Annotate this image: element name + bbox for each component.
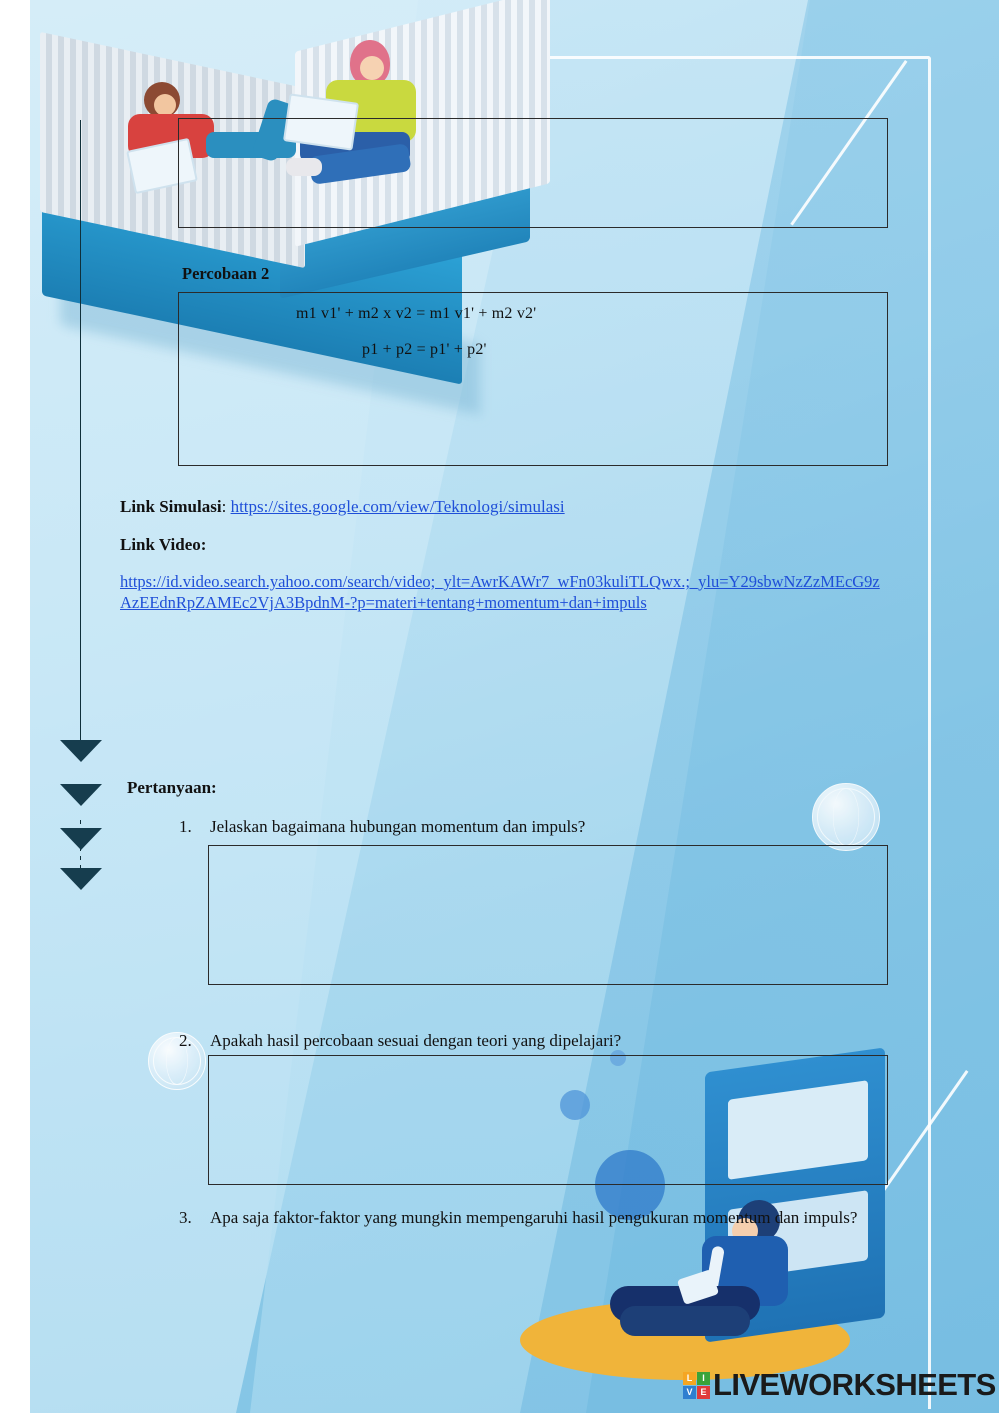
question-number: 1. bbox=[179, 817, 192, 836]
simulation-link-separator: : bbox=[221, 497, 231, 516]
question-item bbox=[179, 1203, 891, 1233]
simulation-link-label: Link Simulasi bbox=[120, 497, 222, 516]
liveworksheets-mark-icon bbox=[683, 1372, 710, 1399]
logo-letter-i: I bbox=[697, 1372, 710, 1385]
simulation-link-row bbox=[120, 497, 565, 517]
question-text: Apakah hasil percobaan sesuai dengan teori yang dipelajari? bbox=[210, 1031, 622, 1050]
logo-letter-l: L bbox=[683, 1372, 696, 1385]
question-number: 2. bbox=[179, 1031, 192, 1050]
liveworksheets-brand-text: LIVEWORKSHEETS bbox=[713, 1367, 996, 1402]
question-number: 3. bbox=[179, 1208, 192, 1227]
logo-letter-v: V bbox=[683, 1386, 696, 1399]
video-link-row[interactable] bbox=[120, 572, 880, 614]
simulation-link[interactable]: https://sites.google.com/view/Teknologi/simulasi bbox=[230, 497, 565, 516]
video-link-label: Link Video: bbox=[120, 535, 207, 554]
formula-line-2: p1 + p2 = p1' + p2' bbox=[362, 341, 487, 358]
formula-line-1: m1 v1' + m2 x v2 = m1 v1' + m2 v2' bbox=[296, 305, 537, 322]
section-label-percobaan-2: Percobaan 2 bbox=[182, 264, 270, 283]
question-item bbox=[179, 1026, 899, 1056]
top-content-box bbox=[178, 118, 888, 228]
answer-field-1[interactable] bbox=[208, 845, 888, 985]
question-item bbox=[179, 812, 899, 842]
questions-heading: Pertanyaan: bbox=[127, 778, 217, 797]
answer-field-2[interactable] bbox=[208, 1055, 888, 1185]
video-link[interactable]: https://id.video.search.yahoo.com/search/video;_ylt=AwrKAWr7_wFn03kuliTLQwx.;_ylu=Y29sbwNzZzMEcG9zAzEEdnRpZAMEc2VjA3BpdnM-?p=materi+tentang+momentum+dan+impuls bbox=[120, 572, 880, 612]
liveworksheets-logo bbox=[683, 1367, 996, 1403]
question-text: Apa saja faktor-faktor yang mungkin mempengaruhi hasil pengukuran momentum dan impuls? bbox=[210, 1208, 858, 1227]
question-text: Jelaskan bagaimana hubungan momentum dan impuls? bbox=[210, 817, 586, 836]
logo-letter-e: E bbox=[697, 1386, 710, 1399]
